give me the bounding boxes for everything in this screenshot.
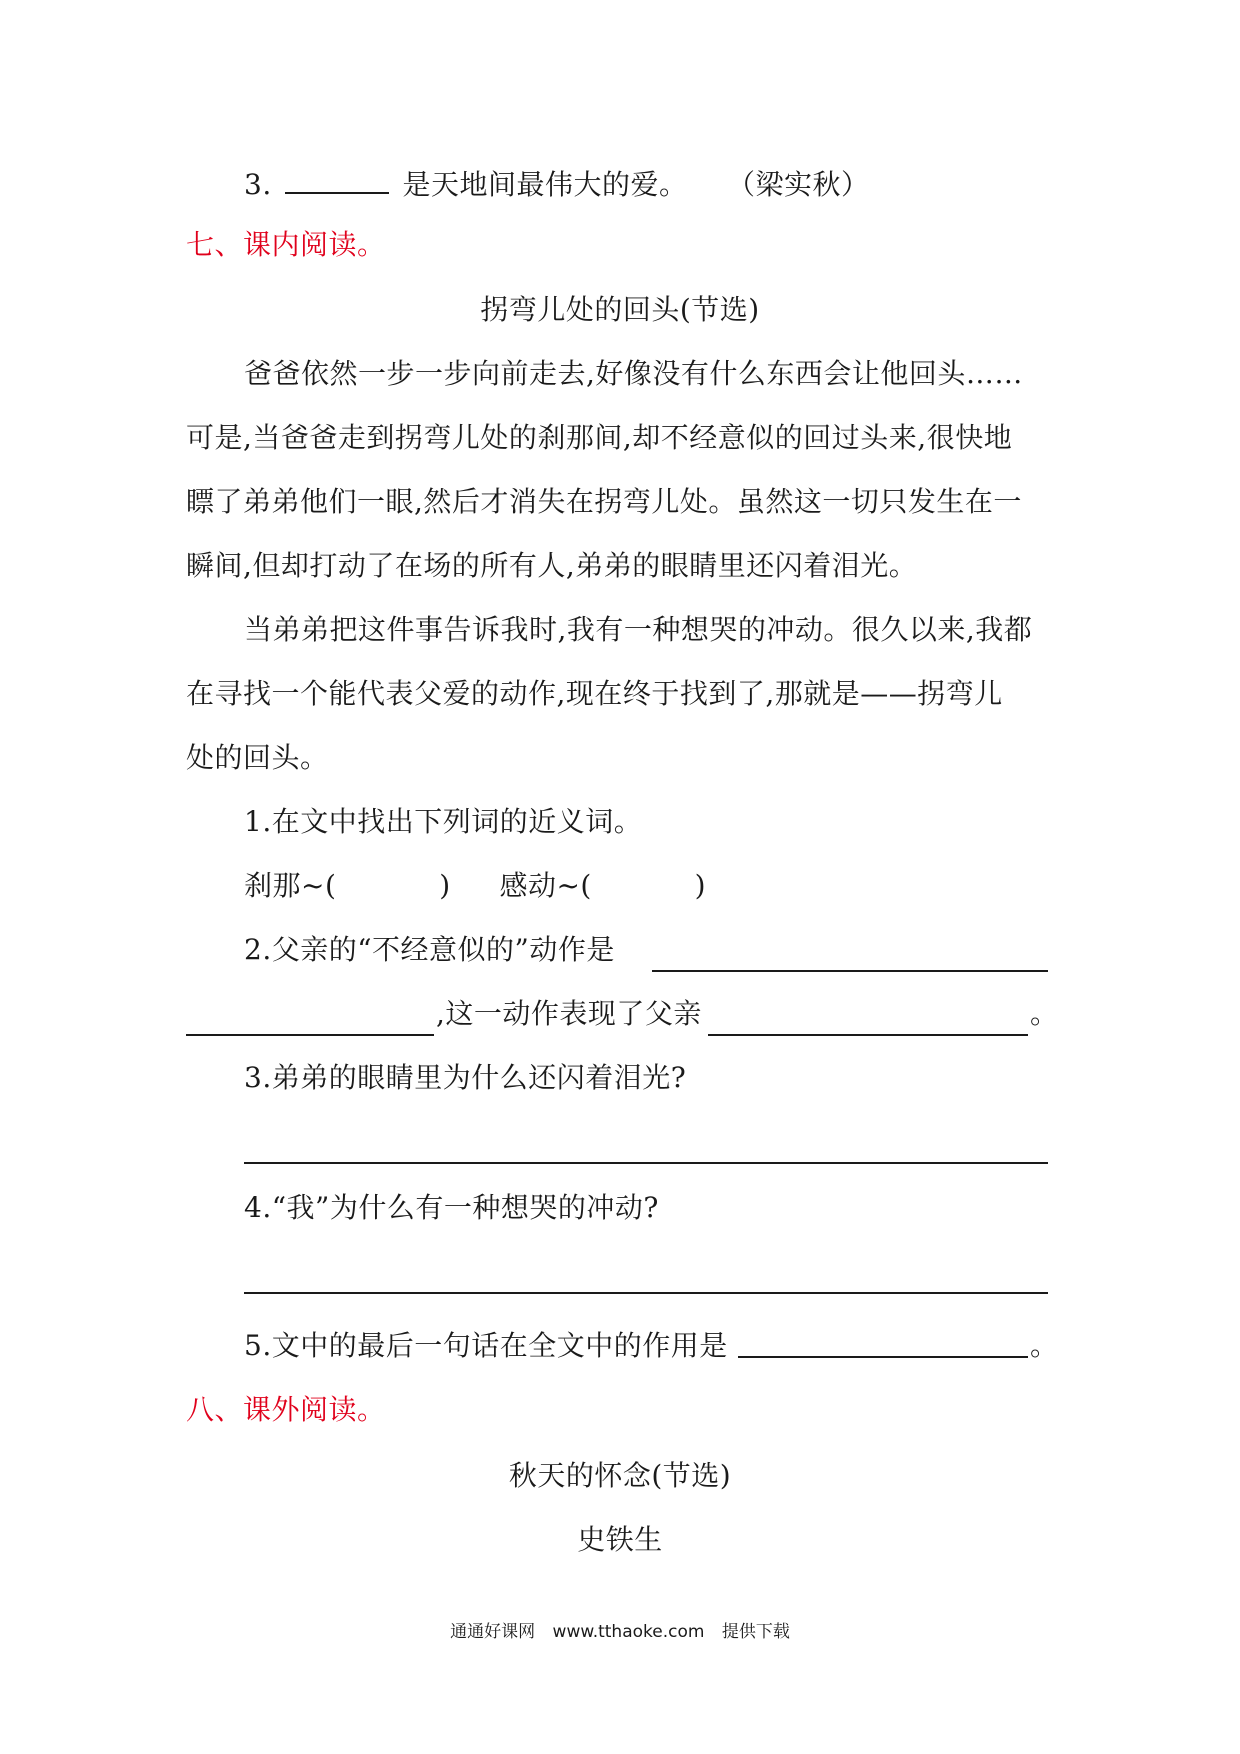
synonym-close-2: ) bbox=[694, 869, 707, 902]
answer-line[interactable] bbox=[708, 1034, 1028, 1036]
question-3: 3.弟弟的眼睛里为什么还闪着泪光? bbox=[244, 1061, 687, 1094]
passage-line: 瞟了弟弟他们一眼,然后才消失在拐弯儿处。虽然这一切只发生在一 bbox=[186, 485, 1022, 518]
synonym-row bbox=[244, 866, 706, 906]
question-number: 3. bbox=[244, 168, 272, 201]
question-1: 1.在文中找出下列词的近义词。 bbox=[244, 805, 643, 838]
question-2: 2.父亲的“不经意似的”动作是 bbox=[244, 933, 615, 966]
passage-line: 瞬间,但却打动了在场的所有人,弟弟的眼睛里还闪着泪光。 bbox=[186, 549, 918, 582]
section-heading-8: 八、课外阅读。 bbox=[186, 1393, 386, 1426]
synonym-word-2: 感动~( bbox=[499, 869, 592, 902]
answer-line[interactable] bbox=[244, 1292, 1048, 1294]
passage-title: 秋天的怀念(节选) bbox=[508, 1459, 732, 1492]
fill-question-3 bbox=[244, 162, 869, 205]
question-5: 5.文中的最后一句话在全文中的作用是 bbox=[244, 1329, 728, 1362]
footer-note: 提供下载 bbox=[721, 1622, 790, 1642]
synonym-close-1: ) bbox=[439, 869, 451, 902]
passage-line: 爸爸依然一步一步向前走去,好像没有什么东西会让他回头…… bbox=[244, 357, 1023, 390]
footer-site-name: 通通好课网 bbox=[450, 1622, 536, 1642]
question-4: 4.“我”为什么有一种想哭的冲动? bbox=[244, 1191, 659, 1224]
passage-line: 当弟弟把这件事告诉我时,我有一种想哭的冲动。很久以来,我都 bbox=[244, 613, 1033, 646]
question-5-end: 。 bbox=[1030, 1329, 1059, 1362]
passage-line: 在寻找一个能代表父爱的动作,现在终于找到了,那就是——拐弯儿 bbox=[186, 677, 1003, 710]
answer-line[interactable] bbox=[738, 1356, 1028, 1358]
page-footer bbox=[0, 1620, 1240, 1644]
question-2-continuation: ,这一动作表现了父亲 bbox=[436, 997, 702, 1030]
question-2-end: 。 bbox=[1030, 997, 1059, 1030]
section-heading-7: 七、课内阅读。 bbox=[186, 228, 386, 261]
answer-blank[interactable] bbox=[285, 162, 389, 194]
synonym-word-1: 刹那~( bbox=[244, 869, 337, 902]
answer-line[interactable] bbox=[244, 1162, 1048, 1164]
passage-title: 拐弯儿处的回头(节选) bbox=[480, 293, 760, 326]
footer-url[interactable]: www.tthaoke.com bbox=[552, 1622, 705, 1642]
passage-author: 史铁生 bbox=[577, 1523, 663, 1556]
question-text: 是天地间最伟大的爱。 bbox=[402, 168, 688, 201]
answer-line[interactable] bbox=[652, 970, 1048, 972]
answer-line[interactable] bbox=[186, 1034, 434, 1036]
passage-line: 可是,当爸爸走到拐弯儿处的刹那间,却不经意似的回过头来,很快地 bbox=[186, 421, 1013, 454]
passage-line: 处的回头。 bbox=[186, 741, 329, 774]
quote-source: （梁实秋） bbox=[726, 168, 870, 201]
